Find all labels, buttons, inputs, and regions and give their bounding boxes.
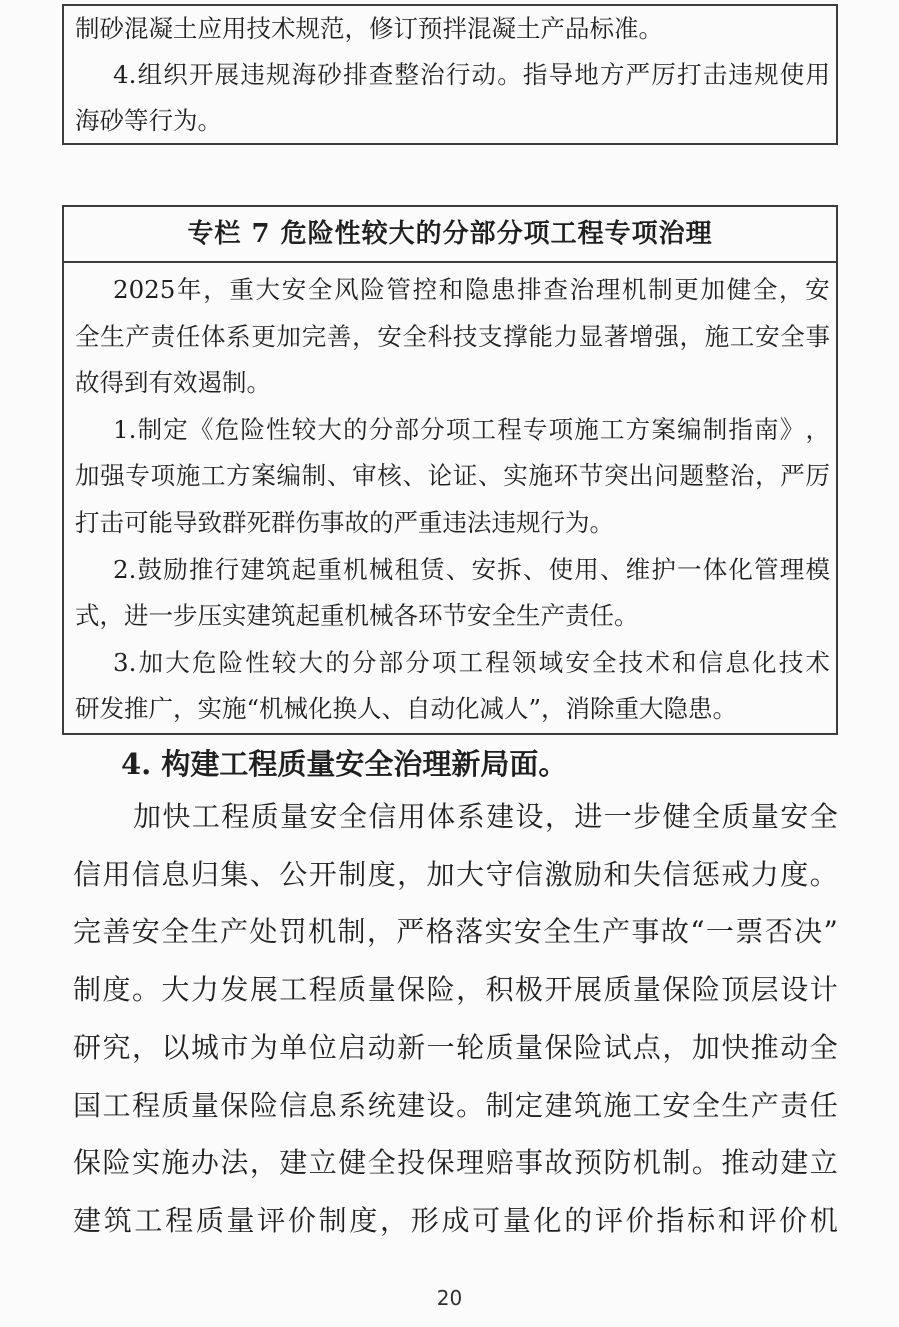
text-line: 2. 鼓 励 推 行 建 筑 起 重 机 械 租 赁 、 安 拆 、 使 用 、 维 护 一 体 化 管 理 模 — [113, 554, 830, 584]
text-line: 保 险 实 施 办 法 ， 建 立 健 全 投 保 理 赔 事 故 预 防 机 制 。 推 动 建 立 — [73, 1146, 838, 1180]
box1-body — [64, 6, 836, 144]
text-line: 3. 加 大 危 险 性 较 大 的 分 部 分 项 工 程 领 域 安 全 技 术 和 信 息 化 技 术 — [113, 647, 830, 677]
text-line: 打击可能导致群死群伤事故的严重违法违规行为。 — [75, 507, 614, 537]
text-line: 研发推广，实施“机械化换人、自动化减人”，消除重大隐患。 — [75, 694, 738, 724]
text-line: 制 度 。 大 力 发 展 工 程 质 量 保 险 ， 积 极 开 展 质 量 保 险 顶 层 设 计 — [73, 973, 838, 1007]
main-paragraph — [73, 788, 838, 1250]
text-line: 完 善 安 全 生 产 处 罚 机 制 ， 严 格 落 实 安 全 生 产 事 故 “ 一 票 否 决 ” — [73, 915, 838, 949]
text-line: 全 生 产 责 任 体 系 更 加 完 善 ， 安 全 科 技 支 撑 能 力 显 著 增 强 ， 施 工 安 全 事 — [75, 321, 830, 351]
text-line: 建 筑 工 程 质 量 评 价 制 度 ， 形 成 可 量 化 的 评 价 指 标 和 评 价 机 — [73, 1203, 838, 1237]
main-text — [73, 740, 838, 1250]
callout-box-continued — [62, 4, 838, 145]
text-line: 4. 组 织 开 展 违 规 海 砂 排 查 整 治 行 动 。 指 导 地 方 严 厉 打 击 违 规 使 用 — [113, 60, 830, 89]
text-line: 加 快 工 程 质 量 安 全 信 用 体 系 建 设 ， 进 一 步 健 全 质 量 安 全 — [133, 800, 838, 833]
text-line: 国 工 程 质 量 保 险 信 息 系 统 建 设 。 制 定 建 筑 施 工 安 全 生 产 责 任 — [73, 1088, 838, 1122]
text-line: 研 究 ， 以 城 市 为 单 位 启 动 新 一 轮 质 量 保 险 试 点 ， 加 快 推 动 全 — [73, 1030, 838, 1064]
text-line: 制砂混凝土应用技术规范，修订预拌混凝土产品标准。 — [75, 14, 663, 43]
page-number: 20 — [436, 1286, 463, 1310]
text-line: 信 用 信 息 归 集 、 公 开 制 度 ， 加 大 守 信 激 励 和 失 信 惩 戒 力 度 。 — [73, 857, 838, 891]
section-heading: 4. 构建工程质量安全治理新局面。 — [121, 747, 568, 781]
text-line: 式，进一步压实建筑起重机械各环节安全生产责任。 — [75, 601, 639, 631]
text-line: 1. 制 定 《 危 险 性 较 大 的 分 部 分 项 工 程 专 项 施 工 方 案 编 制 指 南 》 ， — [113, 414, 830, 444]
box2-body — [64, 263, 836, 733]
text-line: 海砂等行为。 — [75, 106, 222, 135]
callout-box-zhuanlan-7 — [62, 205, 838, 735]
text-line: 故得到有效遏制。 — [75, 368, 271, 398]
text-line: 2025 年 ， 重 大 安 全 风 险 管 控 和 隐 患 排 查 治 理 机 制 更 加 健 全 ， 安 — [113, 275, 830, 304]
text-line: 加 强 专 项 施 工 方 案 编 制 、 审 核 、 论 证 、 实 施 环 节 突 出 问 题 整 治 ， 严 厉 — [75, 461, 830, 491]
box2-title: 专栏 7 危险性较大的分部分项工程专项治理 — [64, 207, 836, 263]
